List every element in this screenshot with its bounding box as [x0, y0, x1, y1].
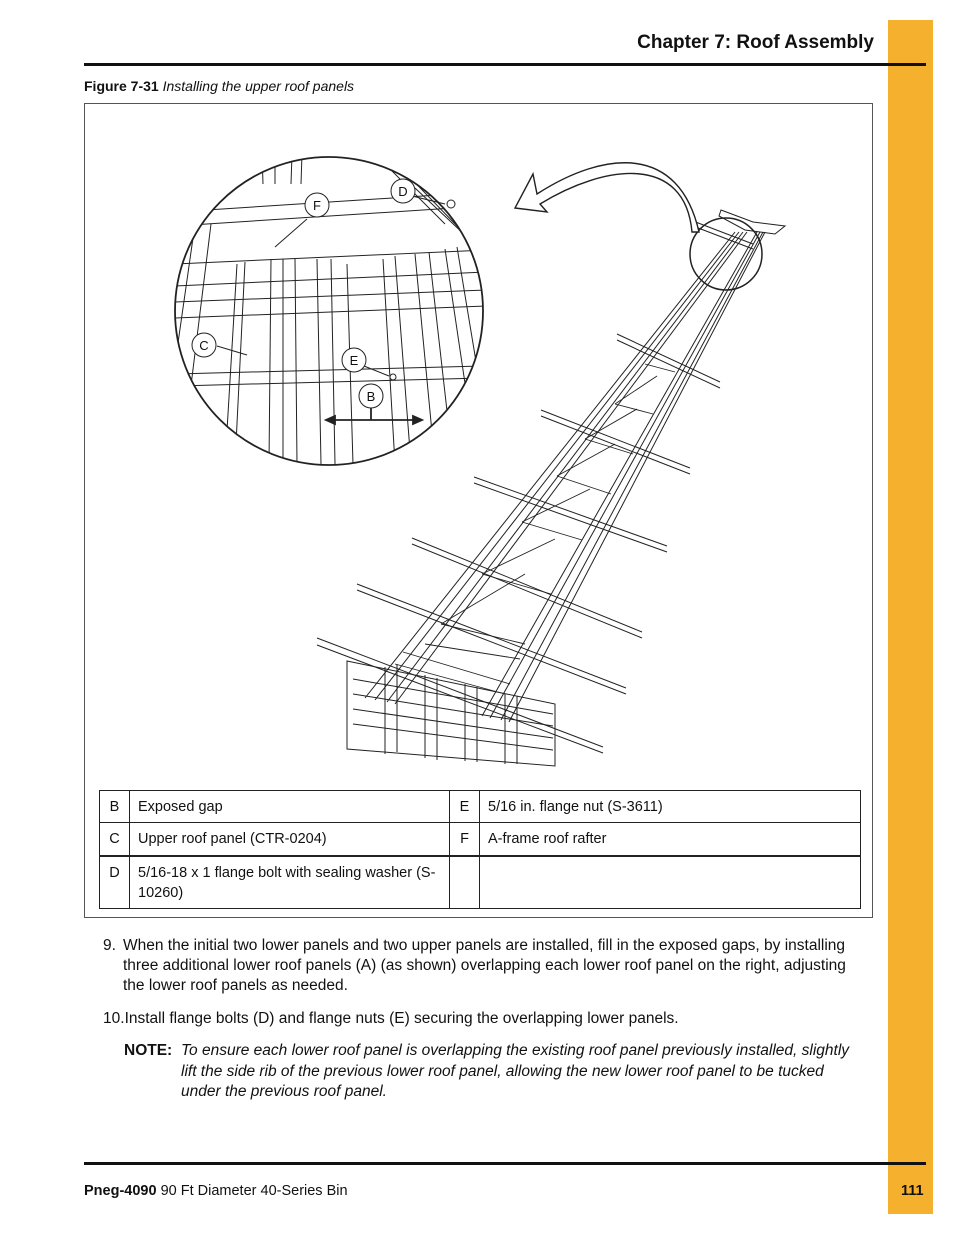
step-number: 9.	[103, 937, 116, 954]
figure-caption-text: Installing the upper roof panels	[162, 78, 355, 94]
callout-e-letter: E	[349, 353, 359, 368]
a-frame-rafter	[365, 232, 765, 722]
legend-row	[100, 823, 861, 856]
legend-key: D	[100, 856, 130, 909]
step-number: 10.	[103, 1010, 125, 1027]
figure-box	[84, 103, 873, 918]
callout-leaders	[217, 196, 455, 380]
rafter-truss	[395, 364, 675, 694]
chapter-side-tab	[888, 20, 933, 1214]
legend-desc	[480, 856, 861, 909]
legend-desc: 5/16 in. flange nut (S-3611)	[480, 791, 861, 823]
legend-row	[100, 791, 861, 823]
callout-c-letter: C	[199, 338, 209, 353]
legend-key: B	[100, 791, 130, 823]
detail-circle	[165, 124, 495, 465]
legend-key: E	[450, 791, 480, 823]
callout-e	[342, 348, 366, 372]
callout-d	[391, 179, 415, 203]
callout-b	[359, 384, 383, 408]
footer-doc-title: 90 Ft Diameter 40-Series Bin	[160, 1183, 348, 1199]
legend-desc: 5/16-18 x 1 flange bolt with sealing washer (S-10260)	[130, 856, 450, 909]
callout-b-letter: B	[366, 389, 376, 404]
roof-assembly-illustration	[85, 104, 872, 784]
step-text	[103, 1009, 868, 1029]
figure-label: Figure 7-31	[84, 78, 159, 94]
step-10	[103, 1009, 868, 1029]
legend-desc: Exposed gap	[130, 791, 450, 823]
footer-rule	[84, 1162, 926, 1165]
step-body: Install flange bolts (D) and flange nuts (E) securing the overlapping lower panels.	[124, 1010, 679, 1027]
legend-key: C	[100, 823, 130, 856]
legend-key: F	[450, 823, 480, 856]
step-text: When the initial two lower panels and two upper panels are installed, fill in the exposed gaps, by installing three additional lower roof panels (A) (as shown) overlapping each lower roof panel on the right, adjusting the lower roof panels as needed.	[123, 937, 846, 994]
callout-c	[192, 333, 216, 357]
footer-doc-info	[84, 1183, 348, 1199]
callout-legend-table	[99, 790, 861, 909]
callout-f	[305, 193, 329, 217]
header-rule	[84, 63, 926, 66]
footer-doc-id: Pneg-4090	[84, 1183, 157, 1199]
note-block	[124, 1041, 864, 1103]
legend-desc: Upper roof panel (CTR-0204)	[130, 823, 450, 856]
note-label: NOTE:	[124, 1042, 173, 1059]
note-text: To ensure each lower roof panel is overlapping the existing roof panel previously installed, slightly lift the side rib of the previous lower roof panel, allowing the new lower roof panel to be tucked under the previous roof panel.	[181, 1042, 850, 1100]
figure-caption	[84, 78, 354, 94]
rafter-top-hub	[719, 210, 785, 234]
callout-d-letter: D	[398, 184, 408, 199]
legend-key	[450, 856, 480, 909]
detail-pointer-arrow	[515, 163, 699, 232]
page-number: 111	[901, 1183, 924, 1199]
chapter-title: Chapter 7: Roof Assembly	[637, 32, 874, 53]
step-9	[103, 936, 868, 996]
legend-desc: A-frame roof rafter	[480, 823, 861, 856]
legend-row	[100, 856, 861, 909]
callout-f-letter: F	[313, 198, 321, 213]
